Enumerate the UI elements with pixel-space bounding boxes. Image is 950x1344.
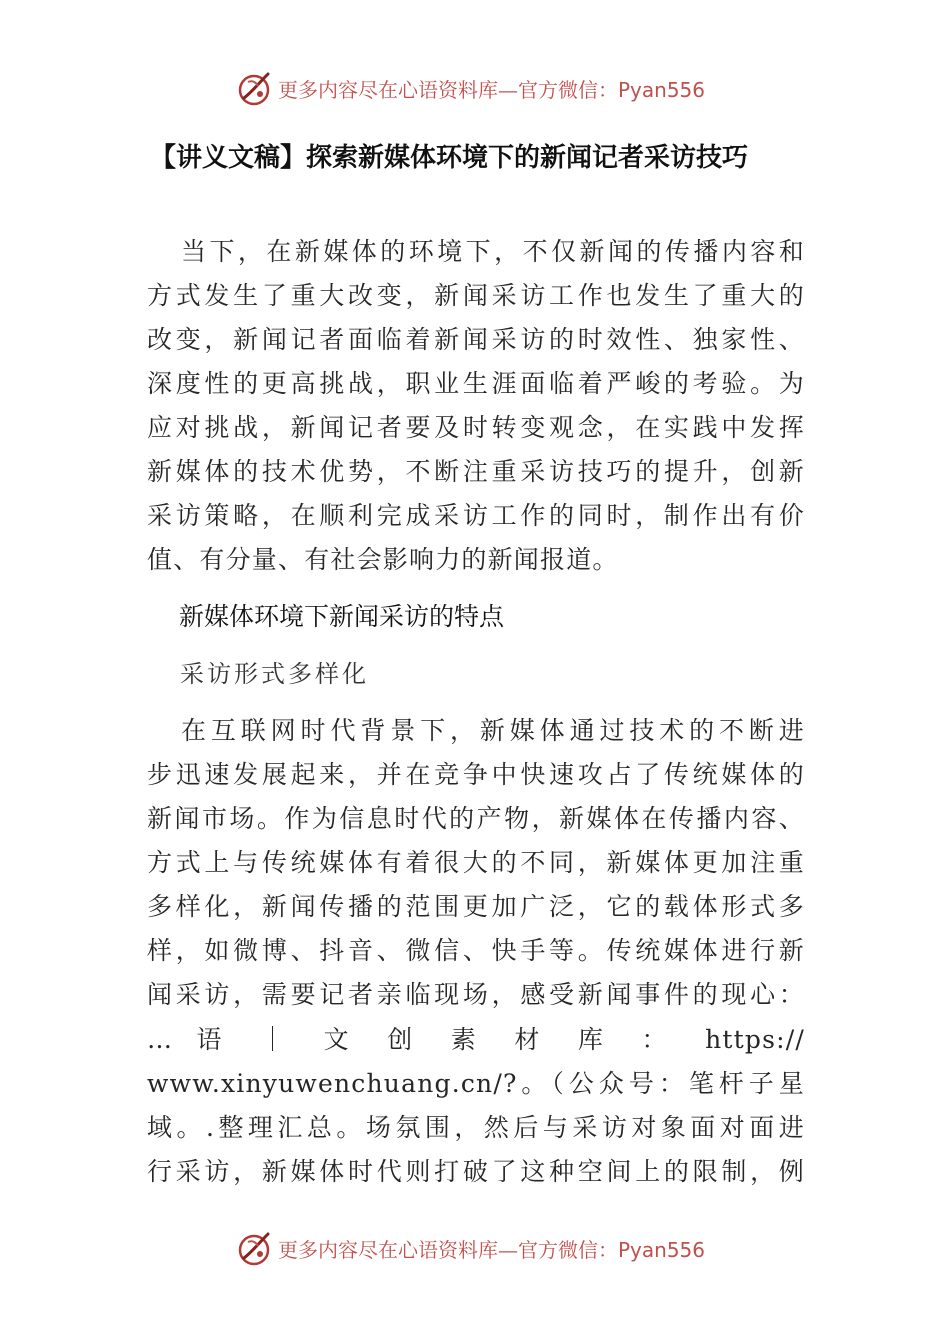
text-line: 方式上与传统媒体有着很大的不同，新媒体更加注重 — [147, 848, 805, 877]
text-line: 行采访，新媒体时代则打破了这种空间上的限制，例 — [147, 1157, 805, 1186]
text-line: 采访策略，在顺利完成采访工作的同时，制作出有价 — [147, 501, 805, 530]
text-line: 在互联网时代背景下，新媒体通过技术的不断进 — [181, 716, 805, 745]
text-line: 新闻市场。作为信息时代的产物，新媒体在传播内容、 — [147, 804, 805, 833]
sub-heading: 采访形式多样化 — [180, 660, 369, 688]
text-line: 多样化，新闻传播的范围更加广泛，它的载体形式多 — [147, 892, 805, 921]
text-line: 方式发生了重大改变，新闻采访工作也发生了重大的 — [147, 281, 805, 310]
header-banner — [0, 68, 950, 118]
text-line: 新媒体的技术优势，不断注重采访技巧的提升，创新 — [147, 457, 805, 486]
banner-library-text: 更多内容尽在心语资料库— — [278, 78, 518, 102]
banner-wechat-id: Pyan556 — [618, 1238, 706, 1262]
banner-wechat-label: 官方微信： — [518, 1238, 618, 1262]
banner-text — [278, 77, 705, 103]
text-line: 值、有分量、有社会影响力的新闻报道。 — [147, 545, 619, 574]
text-line: 应对挑战，新闻记者要及时转变观念，在实践中发挥 — [147, 413, 805, 442]
banner-wechat-id: Pyan556 — [618, 78, 706, 102]
brush-logo-icon — [234, 68, 274, 108]
text-line: 深度性的更高挑战，职业生涯面临着严峻的考验。为 — [147, 369, 805, 398]
document-title: 【讲义文稿】探索新媒体环境下的新闻记者采访技巧 — [150, 143, 749, 173]
text-line: 样，如微博、抖音、微信、快手等。传统媒体进行新 — [147, 936, 805, 965]
banner-text — [278, 1237, 705, 1263]
brush-logo-icon — [234, 1228, 274, 1268]
text-line: … 语 ｜ 文 创 素 材 库 ： https:// — [147, 1025, 805, 1054]
footer-banner — [0, 1228, 950, 1278]
text-line: 域。.整理汇总。场氛围，然后与采访对象面对面进 — [147, 1113, 805, 1142]
text-line: 当下，在新媒体的环境下，不仅新闻的传播内容和 — [181, 237, 805, 266]
banner-library-text: 更多内容尽在心语资料库— — [278, 1238, 518, 1262]
text-line: 步迅速发展起来，并在竞争中快速攻占了传统媒体的 — [147, 760, 805, 789]
text-line: 闻采访，需要记者亲临现场，感受新闻事件的现心： — [147, 980, 805, 1009]
text-line: www.xinyuwenchuang.cn/?。（公众号：笔杆子星 — [147, 1069, 805, 1098]
banner-wechat-label: 官方微信： — [518, 78, 618, 102]
text-line: 改变，新闻记者面临着新闻采访的时效性、独家性、 — [147, 325, 805, 354]
section-heading: 新媒体环境下新闻采访的特点 — [179, 602, 505, 631]
